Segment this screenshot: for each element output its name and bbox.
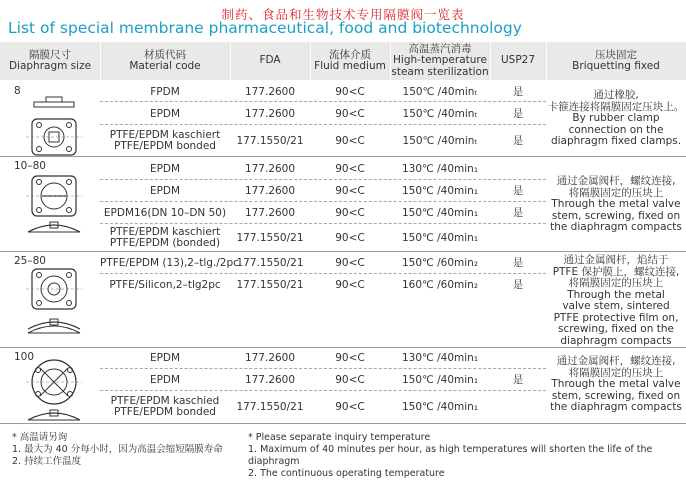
header-fluid: 流体介质 Fluid medium (314, 48, 386, 72)
fluid-cell: 90<C (335, 352, 365, 364)
fluid-cell: 90<C (335, 279, 365, 291)
steam-cell: 150℃ /40min₁ (401, 207, 479, 219)
fda-cell: 177.1550/21 (236, 257, 304, 269)
diaphragm-25-80-icon (14, 265, 94, 345)
title-english: List of special membrane pharmaceutical, food and biotechnology (8, 19, 522, 37)
title-chinese: 制药、食品和生物技术专用隔膜阀一览表 (221, 7, 465, 22)
fluid-cell: 90<C (335, 207, 365, 219)
footnotes-chinese: * 高温请另询 1. 最大为 40 分每小时，因为高温会缩短隔膜寿命 2. 持续工作温度 (12, 432, 223, 467)
fda-cell: 177.1550/21 (236, 401, 304, 413)
material-cell: EPDM (149, 352, 181, 364)
fda-cell: 177.2600 (244, 185, 296, 197)
fda-cell: 177.1550/21 (236, 135, 304, 147)
material-cell: FPDM (150, 86, 180, 98)
usp-cell: 是 (512, 185, 524, 197)
fluid-cell: 90<C (335, 401, 365, 413)
fda-cell: 177.2600 (244, 108, 296, 120)
fluid-cell: 90<C (335, 108, 365, 120)
press-text: 通过金属阀杆，焰结于 PTFE 保护膜上，螺纹连接, 将隔膜固定的压块上 Through the metal valve stem, sintered PTFE protective film on, screwing, fixed on the diaphragm compacts (552, 254, 680, 347)
material-cell: EPDM (149, 185, 181, 197)
material-cell: EPDM (149, 374, 181, 386)
steam-cell: 150℃ /40minₜ (402, 86, 478, 98)
footnotes-english: * Please separate inquiry temperature 1. Maximum of 40 minutes per hour, as high temperatures will shorten the life of the diaphragm 2. The continuous operating temperature (248, 432, 653, 479)
fluid-cell: 90<C (335, 232, 365, 244)
fda-cell: 177.2600 (244, 163, 296, 175)
fluid-cell: 90<C (335, 135, 365, 147)
usp-cell: 是 (512, 108, 524, 120)
usp-cell: 是 (512, 135, 524, 147)
steam-cell: 160℃ /60min₂ (401, 279, 479, 291)
material-cell: PTFE/EPDM kaschied PTFE/EPDM bonded (110, 395, 220, 418)
usp-cell: 是 (512, 374, 524, 386)
fluid-cell: 90<C (335, 86, 365, 98)
steam-cell: 150℃ /40minₜ (402, 108, 478, 120)
usp-cell: 是 (512, 207, 524, 219)
header-press: 压块固定 Briquetting fixed (572, 48, 660, 72)
usp-cell: 是 (512, 257, 524, 269)
fda-cell: 177.2600 (244, 207, 296, 219)
header-fda: FDA (259, 54, 281, 67)
fluid-cell: 90<C (335, 257, 365, 269)
steam-cell: 150℃ /40min₁ (401, 401, 479, 413)
steam-cell: 150℃ /40min₁ (401, 232, 479, 244)
table-header (0, 42, 686, 80)
material-cell: PTFE/EPDM kaschiert PTFE/EPDM (bonded) (109, 226, 221, 249)
fda-cell: 177.2600 (244, 374, 296, 386)
size-label-25-80: 25–80 (14, 255, 46, 267)
fluid-cell: 90<C (335, 374, 365, 386)
usp-cell: 是 (512, 86, 524, 98)
fda-cell: 177.2600 (244, 352, 296, 364)
material-cell: PTFE/EPDM kaschiert PTFE/EPDM bonded (109, 129, 221, 152)
diaphragm-8-icon (14, 95, 94, 157)
press-text: 通过橡胶, 卡箍连接将隔膜固定压块上。 By rubber clamp connection on the diaphragm fixed clamps. (547, 89, 685, 147)
size-label-100: 100 (14, 351, 35, 363)
header-size: 隔膜尺寸 Diaphragm size (8, 48, 92, 72)
size-label-10-80: 10–80 (14, 160, 46, 172)
usp-cell: 是 (512, 279, 524, 291)
material-cell: PTFE/EPDM (13),2–tlg./2pc (100, 257, 239, 269)
steam-cell: 150℃ /40min₁ (401, 185, 479, 197)
steam-cell: 150℃ /60min₂ (401, 257, 479, 269)
steam-cell: 130℃ /40min₁ (401, 352, 479, 364)
header-steam: 高温蒸汽消毒 High-temperature steam sterilization (391, 42, 489, 78)
material-cell: EPDM16(DN 10–DN 50) (103, 207, 227, 219)
fda-cell: 177.1550/21 (236, 279, 304, 291)
press-text: 通过金属阀杆，螺纹连接, 将隔膜固定的压块上 Through the metal valve stem, screwing, fixed on the diaphragm compacts (550, 175, 682, 233)
diaphragm-100-icon (14, 358, 94, 426)
header-material: 材质代码 Material code (129, 48, 201, 72)
fluid-cell: 90<C (335, 185, 365, 197)
fda-cell: 177.2600 (244, 86, 296, 98)
fda-cell: 177.1550/21 (236, 232, 304, 244)
material-cell: EPDM (149, 163, 181, 175)
material-cell: EPDM (149, 108, 181, 120)
press-text: 通过金属阀杆，螺纹连接, 将隔膜固定的压块上 Through the metal valve stem, screwing, fixed on the diaphragm compacts (550, 355, 682, 413)
steam-cell: 150℃ /40min₁ (401, 374, 479, 386)
steam-cell: 130℃ /40min₁ (401, 163, 479, 175)
diaphragm-10-80-icon (14, 170, 94, 242)
steam-cell: 150℃ /40minₜ (402, 135, 478, 147)
size-label-8: 8 (14, 85, 21, 97)
fluid-cell: 90<C (335, 163, 365, 175)
header-usp: USP27 (500, 54, 536, 67)
material-cell: PTFE/Silicon,2–tlg2pc (109, 279, 221, 291)
